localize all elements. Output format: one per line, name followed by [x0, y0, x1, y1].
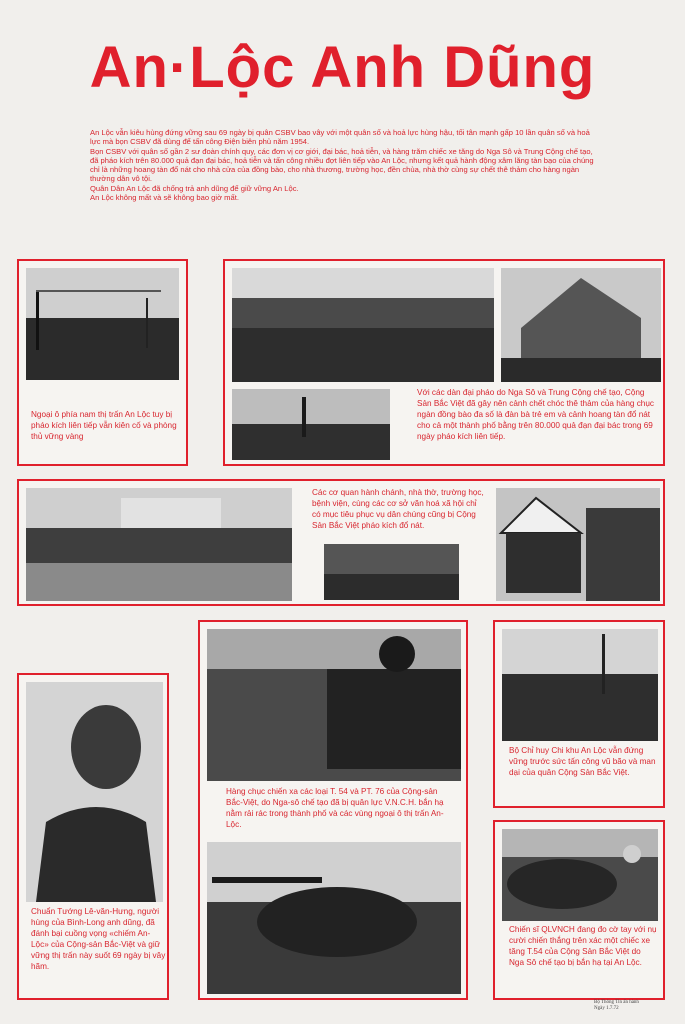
intro-paragraph: Quân Dân An Lộc đã chống trả anh dũng để giữ vững An Lộc.	[90, 183, 299, 193]
photo-tank-wreck	[207, 629, 461, 781]
photo-debris	[324, 544, 459, 600]
caption: Bộ Chỉ huy Chi khu An Lộc vẫn đứng vững trước sức tấn công vũ bão và man dại của quân Cộng Sản Bắc Việt.	[509, 746, 656, 777]
caption: Ngoại ô phía nam thị trấn An Lộc tuy bị pháo kích liên tiếp vẫn kiên cố và phòng thủ vững vàng	[31, 410, 177, 441]
photo-rubble-field	[232, 268, 494, 382]
caption: Chuẩn Tướng Lê-văn-Hưng, người hùng của Bình-Long anh dũng, đã đánh bại cuồng vọng «chiếm An-Lộc» của Cộng-sản Bắc-Việt và giữ vững thị trấn này suốt 69 ngày bị vây hãm.	[31, 907, 166, 971]
caption: Các cơ quan hành chánh, nhà thờ, trường học, bệnh viện, cùng các cơ sở văn hoá xã hội chỉ có mục tiêu phục vụ dân chúng cũng bị Cộng Sản Bắc Việt pháo kích đổ nát.	[312, 488, 484, 530]
panel-general-portrait	[17, 673, 169, 1000]
photo-general	[26, 682, 163, 902]
intro-text	[90, 128, 600, 202]
caption: Chiến sĩ QLVNCH đang đo cờ tay với nụ cười chiến thắng trên xác một chiếc xe tăng T.54 của Cộng Sản Bắc Việt do Nga Sô chế tạo bị bắn hạ tại An Lộc.	[509, 925, 657, 967]
panel-command-post	[493, 620, 665, 808]
intro-paragraph: An Lộc vẫn kiêu hùng đứng vững sau 69 ngày bị quân CSBV bao vây với một quân số và hoả lực hùng hậu, tối tân mạnh gấp 10 lần quân số và hoả lực mà bọn CSBV đã dùng để tấn công Điện biên phủ năm 1954.	[90, 128, 590, 147]
caption: Với các dàn đại pháo do Nga Sô và Trung Cộng chế tạo, Cộng Sản Bắc Việt đã gây nên cảnh chết chóc thê thảm của hàng chục ngàn đồng bào đa số là đàn bà trẻ em và cảnh hoang tàn đổ nát cho cả một thành phố bằng trên 80.000 quả đạn đại bác trong 69 ngày pháo kích liên tiếp.	[417, 388, 654, 441]
publisher-date: Ngày 1.7.72	[594, 1006, 619, 1011]
panel-public-buildings	[17, 479, 665, 606]
photo-street-ruins	[26, 488, 292, 601]
photo-outskirts	[26, 268, 179, 380]
photo-damaged-house	[496, 488, 660, 601]
photo-t54-tank	[207, 842, 461, 994]
publisher-line: Bộ Thông Tin ấn hành	[594, 1000, 639, 1005]
panel-soldier-victory	[493, 820, 665, 1000]
panel-south-outskirts	[17, 259, 188, 466]
intro-paragraph: An Lộc không mất và sẽ không bao giờ mất.	[90, 193, 239, 203]
photo-burned-trees	[232, 389, 390, 460]
caption: Hàng chục chiến xa các loại T. 54 và PT. 76 của Cộng-sản Bắc-Việt, do Nga-sô chế tạo đã bị quân lực V.N.C.H. bắn hạ nằm rải rác trong thành phố và các vùng ngoại ô thị trấn An-Lộc.	[226, 787, 444, 829]
panel-artillery-ruins	[223, 259, 665, 466]
photo-soldier-on-tank	[502, 829, 658, 921]
photo-command-post	[502, 629, 658, 741]
poster-title: An·Lộc Anh Dũng	[89, 35, 596, 100]
panel-destroyed-tanks	[198, 620, 468, 1000]
intro-paragraph: Bọn CSBV với quân số gần 2 sư đoàn chính quy, các đơn vị cơ giới, đại bác, hoả tiễn, và hàng trăm chiếc xe tăng do Nga Sô và Trung Cộng chế tạo, đã pháo kích trên 80.000 quả đạn đại bác, hoả tiễn và tấn công nhiều đợt liên tiếp vào An Lộc, nhưng kết quả hành động xâm lăng tàn bạo của chúng chỉ là những hoang tàn đổ nát cho nhà cửa của đồng bào, cho nhà thương, trường học, đền chùa, nhà thờ cùng sự chết thê thảm cho hàng ngàn thường dân vô tội.	[90, 146, 594, 184]
photo-destroyed-building	[501, 268, 661, 382]
publisher-note	[594, 1000, 639, 1012]
